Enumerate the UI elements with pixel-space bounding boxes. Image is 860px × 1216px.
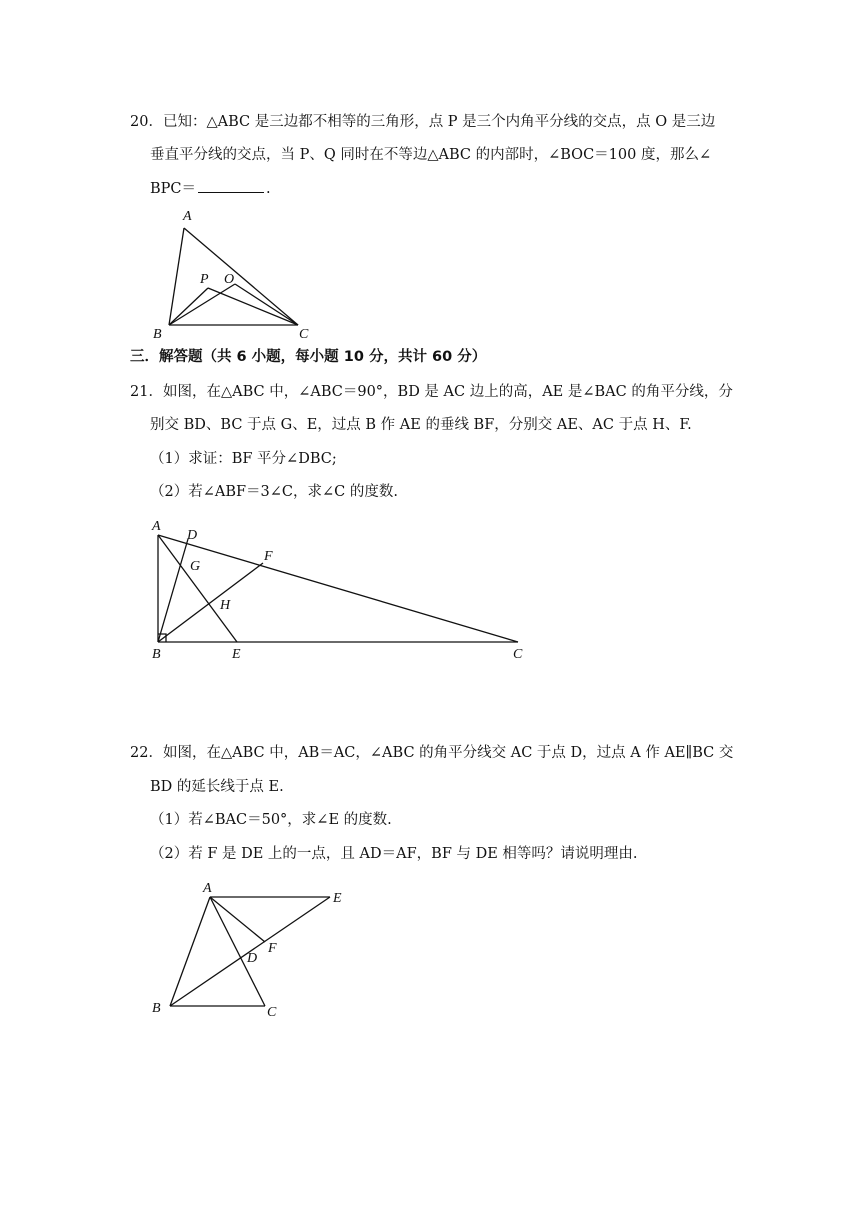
q20-line-1: 20．已知：△ABC 是三边都不相等的三角形，点 P 是三个内角平分线的交点，点 O 是三边 [130, 114, 716, 130]
label-f: F [268, 941, 277, 956]
q22-part-1: （1）若∠BAC＝50°，求∠E 的度数. [150, 812, 392, 828]
segment-oc [235, 284, 298, 325]
label-e: E [333, 891, 342, 906]
q21-part-1: （1）求证：BF 平分∠DBC; [150, 451, 337, 467]
label-f: F [264, 549, 273, 564]
label-b: B [152, 1001, 161, 1016]
segment-ac [158, 535, 518, 642]
segment-bo [169, 284, 235, 325]
label-b: B [152, 647, 161, 662]
q21-part-2: （2）若∠ABF＝3∠C，求∠C 的度数. [150, 484, 398, 500]
q22-figure [140, 870, 360, 1030]
q21-figure [140, 510, 540, 670]
q22-part-2: （2）若 F 是 DE 上的一点，且 AD＝AF，BF 与 DE 相等吗？请说明理由. [150, 846, 638, 862]
segment-ae [158, 535, 237, 642]
label-c: C [513, 647, 523, 662]
label-c: C [299, 327, 309, 342]
label-g: G [190, 559, 201, 574]
label-a: A [152, 519, 161, 534]
q22-line-1: 22．如图，在△ABC 中，AB＝AC，∠ABC 的角平分线交 AC 于点 D，过点 A 作 AE∥BC 交 [130, 745, 734, 761]
segment-bf [158, 563, 263, 642]
label-a: A [183, 209, 192, 224]
label-a: A [203, 881, 212, 896]
label-b: B [153, 327, 162, 342]
label-p: P [200, 272, 209, 287]
q21-line-2: 别交 BD、BC 于点 G、E，过点 B 作 AE 的垂线 BF，分别交 AE、AC 于点 H、F. [150, 417, 692, 433]
segment-pc [208, 288, 298, 325]
q20-line-3-prefix: BPC＝ [150, 181, 197, 197]
segment-ab [170, 897, 210, 1006]
q20-line-3-suffix: . [266, 181, 271, 197]
segment-ab [169, 228, 184, 325]
label-c: C [267, 1005, 277, 1020]
q20-line-3 [150, 178, 271, 199]
q22-line-2: BD 的延长线于点 E. [150, 779, 284, 795]
segment-af [210, 897, 265, 942]
q21-line-1: 21．如图，在△ABC 中，∠ABC＝90°，BD 是 AC 边上的高，AE 是∠BAC 的角平分线，分 [130, 384, 733, 400]
label-o: O [224, 272, 235, 287]
answer-blank[interactable] [198, 178, 264, 193]
label-d: D [187, 528, 198, 543]
label-h: H [220, 598, 231, 613]
section-heading: 三．解答题（共 6 小题，每小题 10 分，共计 60 分） [130, 349, 487, 365]
q20-figure [140, 200, 340, 350]
label-e: E [232, 647, 241, 662]
label-d: D [247, 951, 258, 966]
q20-line-2: 垂直平分线的交点，当 P、Q 同时在不等边△ABC 的内部时，∠BOC＝100 度，那么∠ [150, 147, 712, 163]
segment-bp [169, 288, 208, 325]
